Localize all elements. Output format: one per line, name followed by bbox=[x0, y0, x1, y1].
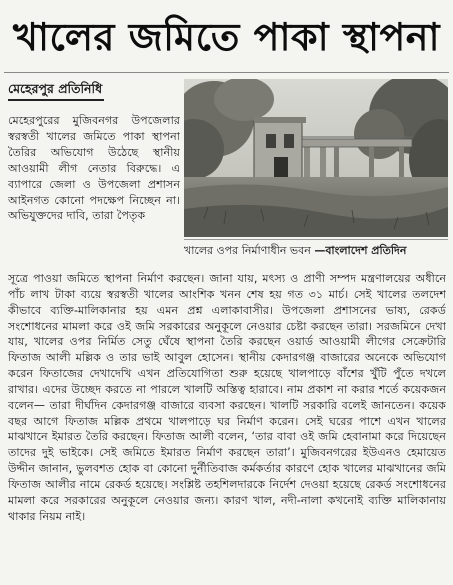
caption-text: খালের ওপর নির্মাণাধীন ভবন bbox=[184, 244, 311, 257]
headline: খালের জমিতে পাকা স্থাপনা bbox=[13, 15, 440, 59]
column-paragraph: মেহেরপুরের মুজিবনগর উপজেলার স্বরস্বতী খালের জমিতে পাকা স্থাপনা তৈরির অভিযোগ উঠেছে স্থানীয় আওয়ামী লীগ নেতার বিরুদ্ধে। এ ব্যাপারে জেলা ও উপজেলা প্রশাসন আইনগত কোনো পদক্ষেপ নিচ্ছেন না। অভিযুক্তদের দাবি, তারা পৈতৃক bbox=[8, 114, 180, 223]
headline-rule bbox=[4, 72, 449, 73]
article-body bbox=[8, 271, 446, 581]
body-paragraph: সূত্রে পাওয়া জমিতে স্থাপনা নির্মাণ করছেন। জানা যায়, মৎস্য ও প্রাণী সম্পদ মন্ত্রণালয়ের অধীনে পাঁচ লাখ টাকা ব্যয়ে স্বরস্বতী খালের আংশিক খনন শেষ হয় গত ৩১ মার্চ। সেই খালের তলদেশ কীভাবে ব্যক্তি-মালিকানার হয় এমন প্রশ্ন এলাকাবাসীর। উপজেলা প্রশাসনের ভাষ্য, রেকর্ড সংশোধনের মামলা করে ওই জমি সরকারের অনুকূলে নেওয়ার চেষ্টা করছেন তারা। সরজমিনে দেখা যায়, খালের ওপর নির্মিত সেতু ঘেঁষে স্থাপনা তৈরি করছেন ওয়ার্ড আওয়ামী লীগের সেক্রেটারি ফিতাজ আলী মল্লিক ও তার ভাই আবুল হোসেন। স্থানীয় কেদারগঞ্জ বাজারের অনেকে অভিযোগ করেন ফিতাজের দেখাদেখি এখন প্রতিযোগিতা শুরু হয়েছে খালপাড়ে বাঁশের খুঁটি পুঁতে দখলে রাখার। এদের উচ্ছেদ করতে না পারলে খালটি অস্তিত্ব হারাবে। নাম প্রকাশ না করার শর্তে কয়েকজন বলেন— তারা দীর্ঘদিন কেদারগঞ্জ বাজারে ব্যবসা করছেন। খালটি সরকারি বলেই জানতেন। কয়েক বছর আগে ফিতাজ মল্লিক প্রথমে খালপাড়ে ঘর নির্মাণ করেন। সেই ঘরের পাশে এখন খালের মাঝখানে ইমারত তৈরি করছেন। ফিতাজ আলী বলেন, ‘তার বাবা ওই জমি হেবানামা করে দিয়েছেন তাদের দুই ভাইকে। সেই জমিতে ইমারত নির্মাণ করছেন তারা’। মুজিবনগরের ইউএনও হেমায়েত উদ্দীন জানান, ভুলবশত হোক বা কোনো দুর্নীতিবাজ কর্মকর্তার কারণে হোক খালের মাঝখানের জমি ফিতাজ আলীর নামে রেকর্ড হয়েছে। সংশ্লিষ্ট তহশিলদারকে নির্দেশ দেওয়া হয়েছে রেকর্ড সংশোধনের মামলা করে সরকারের অনুকূলে নেওয়ার জন্য। কারণ খাল, নদী-নালা কখনোই ব্যক্তি মালিকানায় থাকার নিয়ম নাই। bbox=[8, 272, 446, 523]
caption-credit: —বাংলাদেশ প্রতিদিন bbox=[314, 244, 407, 257]
photo-caption bbox=[184, 241, 448, 261]
caption-rule bbox=[184, 239, 448, 240]
column-text bbox=[8, 113, 180, 273]
byline: মেহেরপুর প্রতিনিধি bbox=[8, 81, 103, 96]
photo-illustration bbox=[184, 79, 448, 237]
news-photo bbox=[184, 79, 448, 237]
byline-underline bbox=[8, 99, 104, 101]
